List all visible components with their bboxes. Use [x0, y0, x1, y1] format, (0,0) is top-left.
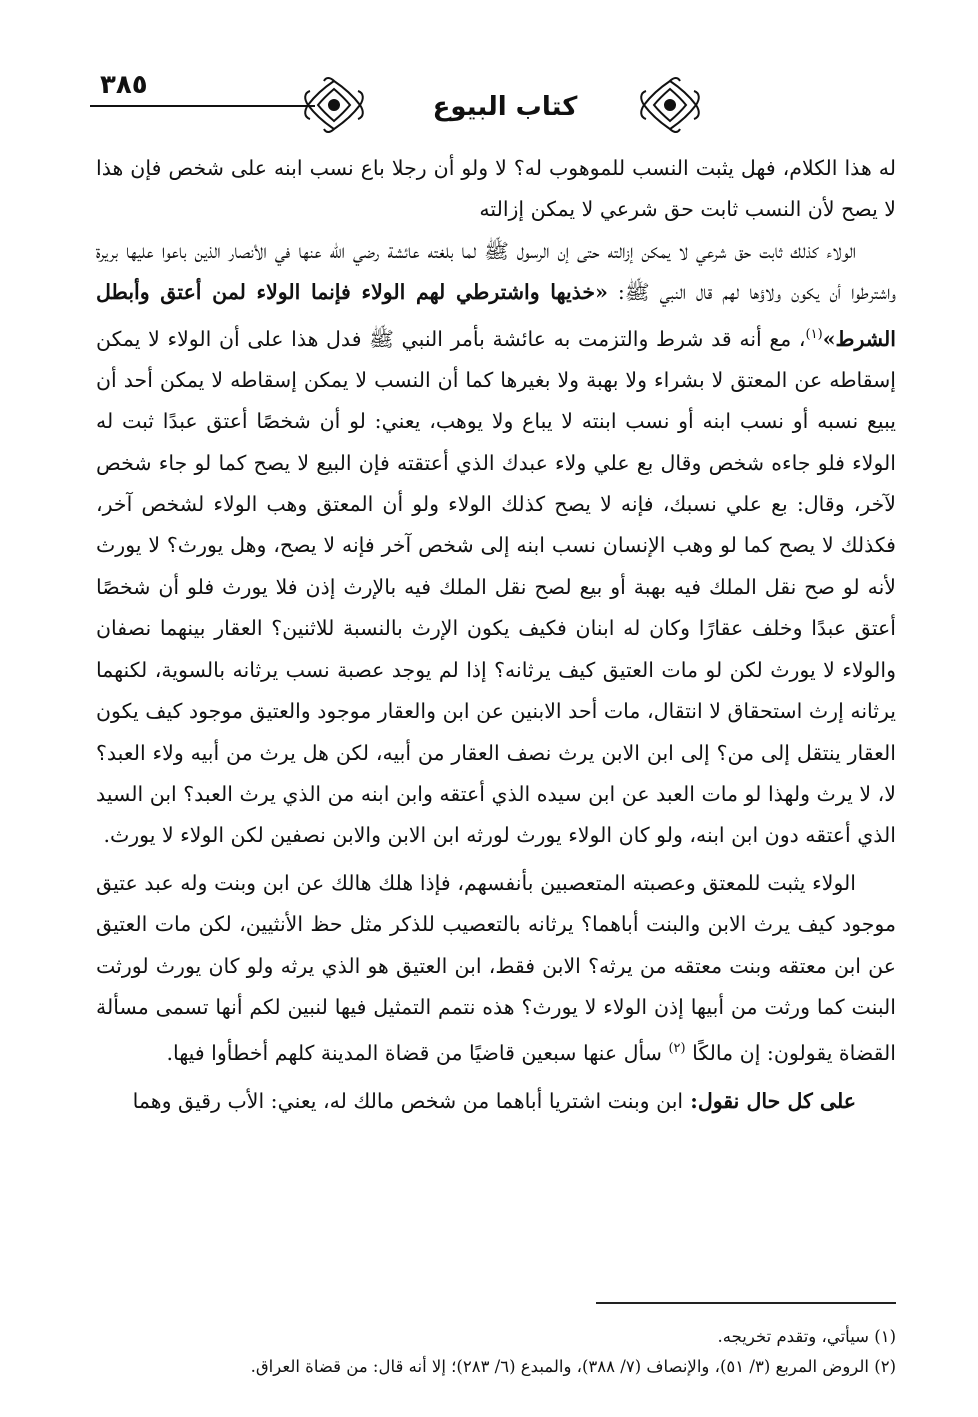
paragraph	[96, 1081, 896, 1122]
paragraph-text: ابن وبنت اشتريا أباهما من شخص مالك له، يعني: الأب رقيق وهما	[132, 1088, 684, 1113]
paragraph-text: الولاء يثبت للمعتق وعصبته المتعصبين بأنفسهم، فإذا هلك هالك عن ابن وبنت وله عبد عتيق موجود كيف يرث الابن والبنت أباهما؟ يرثانه بالتعصيب للذكر مثل حظ الأنثيين، لكن مات العتيق عن ابن معتقه وبنت معتقه من يرثه؟ الابن فقط، ابن العتيق هو الذي يرثه ولو كان يورث لورثت البنت كما ورثت من أبيها إذن الولاء لا يورث؟ هذه نتمم التمثيل فيها لنبين لكم أنها تسمى مسألة القضاة يقولون: إن مالكًا	[96, 870, 896, 1066]
paragraph-text: ، مع أنه قد شرط والتزمت به عائشة بأمر النبي ﷺ فدل هذا على أن الولاء لا يمكن إسقاطه عن المعتق لا بشراء ولا بهبة ولا بغيرها كما أن النسب لا يمكن إسقاطه لا يمكن أحد أن يبيع نسبه أو نسب ابنه أو نسب ابنته لا يباع ولا يوهب، يعني: لو أن شخصًا أعتق عبدًا ثبت له الولاء فلو جاءه شخص وقال بع علي ولاء عبدك الذي أعتقته فإن البيع لا يصح كما لو جاء شخص لآخر، وقال: بع علي نسبك، فإنه لا يصح كذلك الولاء ولو أن المعتق وهب الولاء لشخص آخر، فكذلك لا يصح كما لو وهب الإنسان نسب ابنه إلى شخص آخر فإنه لا يصح، وهل يورث؟ لا يورث لأنه لو صح نقل الملك فيه بهبة أو بيع لصح نقل الملك فيه بالإرث إذن فلا يورث فلو أن شخصًا أعتق عبدًا وخلف عقارًا وكان له ابنان فكيف يكون الإرث بالنسبة للاثنين؟ العقار بينهما نصفان والولاء لا يورث لكن لو مات العتيق كيف يرثانه؟ إذا لم يوجد عصبة نسب يرثانه بالسوية، لكنهما يرثانه إرث استحقاق لا انتقال، مات أحد الابنين عن ابن والعقار موجود والعتيق موجود كيف يكون العقار ينتقل إلى من؟ إلى ابن الابن يرث نصف العقار من أبيه، لكن هل يرث من أبيه ولاء العبد؟ لا، لا يرث ولهذا لو مات العبد عن ابن سيده الذي أعتقه وابن ابنه من الذي يرث العبد؟ ابن السيد الذي أعتقه دون ابن ابنه، ولو كان الولاء يورث لورثه ابن الابن والابن نصفين لكن الولاء لا يورث.	[96, 326, 896, 848]
paragraph	[96, 148, 896, 231]
footnote-ref[interactable]: (٢)	[668, 1041, 686, 1057]
footnotes	[96, 1322, 896, 1382]
paragraph	[96, 863, 896, 1075]
paragraph-text: سأل عنها سبعين قاضيًا من قضاة المدينة كلهم أخطأوا فيها.	[166, 1041, 669, 1066]
header-underline	[90, 105, 315, 107]
footnote-divider	[596, 1302, 896, 1304]
page-header	[90, 70, 890, 134]
lead-in: على كل حال نقول:	[683, 1088, 856, 1113]
page-number: ٣٨٥	[100, 70, 148, 100]
book-title: كتاب البيوع	[432, 92, 578, 122]
footnote-ref[interactable]: (١)	[805, 326, 823, 342]
paragraph	[96, 231, 896, 857]
hadith-quote: «خذيها واشترطي لهم الولاء فإنما الولاء لمن أعتق وأبطل الشرط»	[96, 280, 896, 351]
floral-ornament-icon	[302, 75, 366, 135]
footnote: (٢) الروض المربع (٣/ ٥١)، والإنصاف (٧/ ٣٨٨)، والمبدع (٦/ ٢٨٣)؛ إلا أنه قال: من قضاة العراق.	[250, 1357, 896, 1376]
main-text	[96, 148, 896, 1122]
floral-ornament-icon	[638, 75, 702, 135]
paragraph-text: الولاء كذلك ثابت حق شرعي لا يمكن إزالته حتى إن الرسول ﷺ لما بلغته عائشة رضي الله عنها في الأنصار الذين باعوا عليها بريرة واشترطوا أن يكون ولاؤها لهم قال النبي ﷺ:	[96, 238, 896, 305]
paragraph-text: له هذا الكلام، فهل يثبت النسب للموهوب له؟ لا ولو أن رجلا باع نسب ابنه على شخص فإن هذا لا يصح لأن النسب ثابت حق شرعي لا يمكن إزالته	[96, 156, 896, 222]
footnote: (١) سيأتي، وتقدم تخريجه.	[717, 1327, 896, 1346]
